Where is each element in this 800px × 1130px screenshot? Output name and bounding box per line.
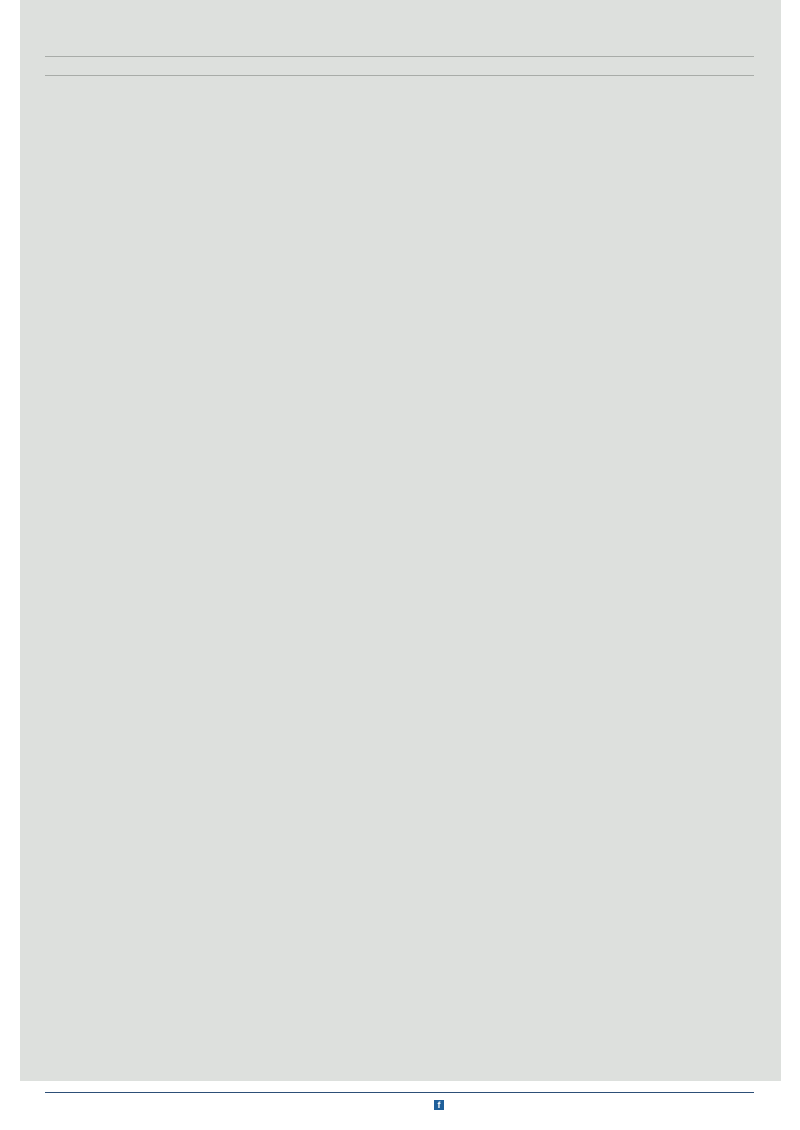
page-panel bbox=[20, 0, 781, 1081]
contact-bar bbox=[0, 1098, 800, 1110]
facebook-icon: f bbox=[434, 1100, 444, 1110]
footer-divider bbox=[45, 1092, 754, 1093]
section-5-title bbox=[45, 75, 754, 76]
section-4-title bbox=[45, 56, 754, 57]
content bbox=[45, 38, 754, 76]
